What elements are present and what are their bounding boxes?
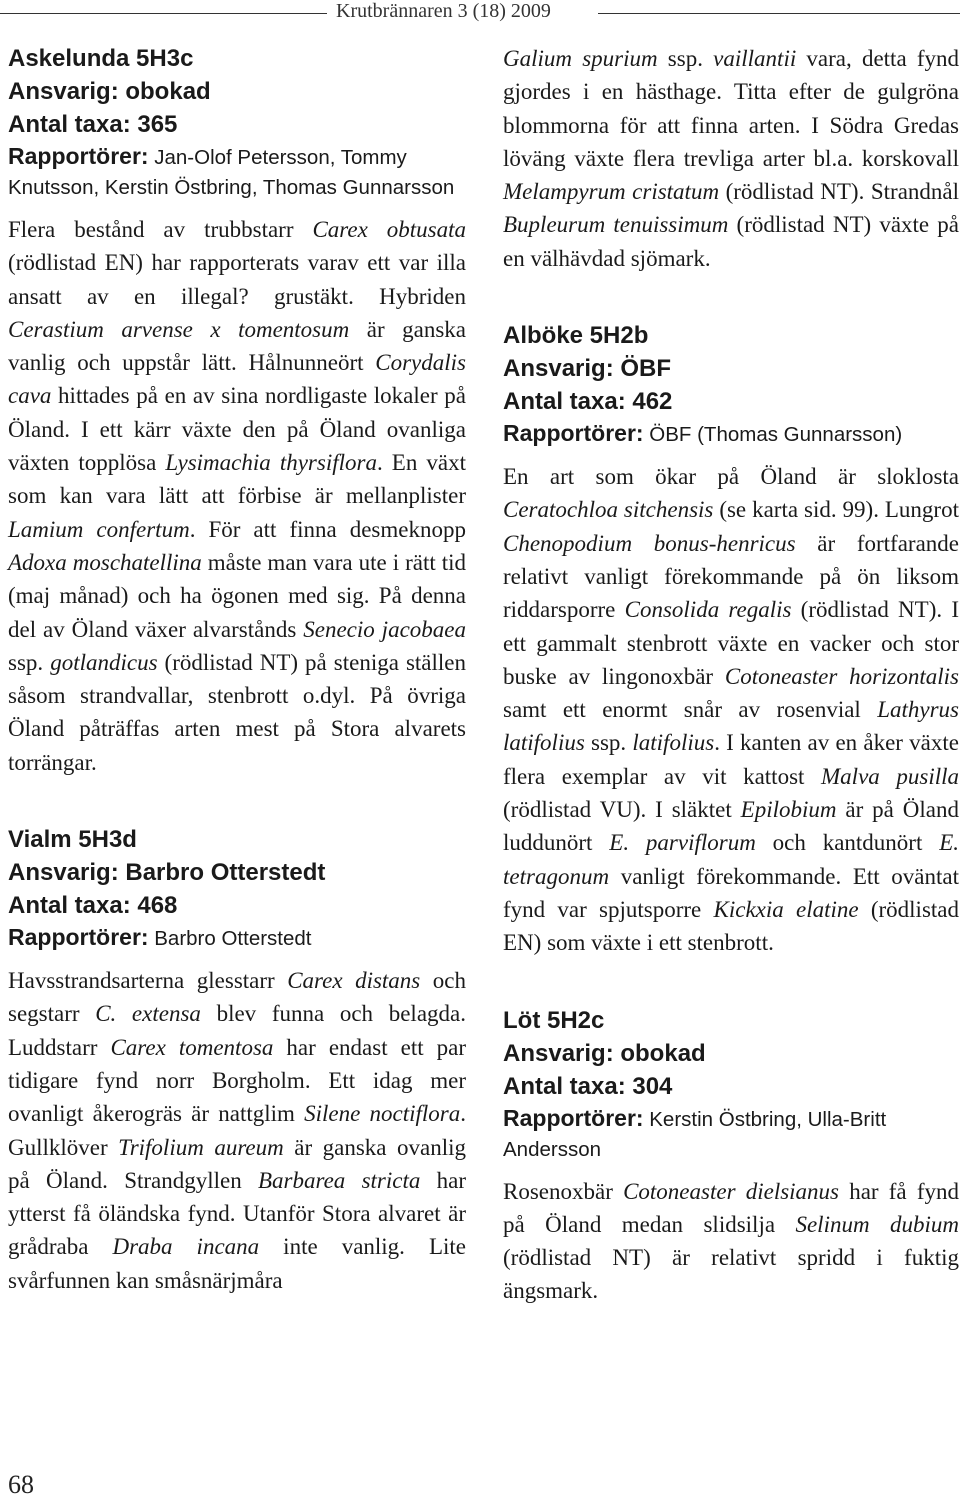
species-name: Ceratochloa sitchensis	[503, 497, 714, 523]
body-text: samt ett enormt snår av rosenvial	[503, 697, 878, 723]
body-text: (rödlistad VU). I släktet	[503, 797, 741, 823]
species-name: Selinum dubium	[795, 1211, 959, 1237]
species-name: Epilobium	[740, 797, 837, 823]
reporters-names: ÖBF (Thomas Gunnarsson)	[643, 423, 903, 447]
section-ansvarig: Ansvarig: obokad	[503, 1039, 706, 1067]
body-text: . För att finna desmeknopp	[189, 516, 466, 542]
body-text: är ganska vanlig och uppstår lätt. Hålnunneört	[8, 316, 466, 376]
reporters-names: Kerstin Östbring, Ulla-Britt Andersson	[503, 1107, 887, 1161]
species-name: Malva pusilla	[821, 763, 959, 789]
species-name: Carex tomentosa	[110, 1034, 274, 1060]
body-text: vara, detta fynd gjordes i en hästhage. Titta efter de gulgröna blommorna för att finna arten. I Södra Gredas löväng växte flera trevliga arter bl.a. korskovall	[503, 46, 960, 171]
species-name: Cotoneaster dielsianus	[623, 1178, 839, 1204]
body-text: hittades på en av sina nordligaste lokaler på Öland. I ett kärr växte den på Öland ovanliga växten topplösa	[8, 383, 466, 476]
section-reporters	[503, 418, 959, 450]
body-text: . I kanten av en åker växte flera exemplar av vit kattost	[503, 730, 959, 789]
body-text: (rödlistad NT) är relativt spridd i fuktig ängsmark.	[503, 1245, 959, 1304]
header-rule-left	[0, 13, 327, 14]
section-title: Alböke 5H2b	[503, 322, 649, 350]
body-text: . Gullklöver	[8, 1101, 466, 1160]
body-text: . En växt som kan vara lätt att förbise är mellanplister	[8, 450, 466, 509]
section-title: Vialm 5H3d	[8, 826, 137, 854]
body-text: (rödlistad NT). Strandnål	[719, 179, 959, 205]
species-name: C. extensa	[95, 1001, 201, 1027]
body-text: (se karta sid. 99). Lungrot	[713, 497, 959, 523]
body-text: Havsstrandsarterna glesstarr	[8, 968, 288, 994]
body-text: (rödlistad EN) har rapporterats varav ett var illa ansatt av en illegal? grustäkt. Hybriden	[8, 250, 466, 309]
section-askelunda	[8, 42, 466, 779]
section-reporters	[8, 141, 466, 203]
body-text: är ganska ovanlig på Öland. Strandgyllen	[8, 1134, 467, 1193]
body-text: Flera bestånd av trubbstarr	[8, 217, 313, 242]
section-antal-taxa: Antal taxa: 304	[503, 1072, 673, 1100]
species-name: Trifolium aureum	[118, 1134, 284, 1160]
species-name: Galium spurium	[503, 46, 658, 71]
species-name: Draba incana	[112, 1234, 260, 1260]
body-text: är fortfarande relativt vanligt förekommande på ön liksom riddarsporre	[503, 530, 959, 623]
reporters-label: Rapportörer:	[8, 924, 149, 951]
species-name: Cotoneaster horizontalis	[724, 663, 959, 689]
species-name: Silene noctiflora	[304, 1101, 461, 1127]
running-header	[0, 0, 960, 30]
species-name: Melampyrum cristatum	[503, 179, 720, 205]
species-name: Lysimachia thyrsiflora	[165, 450, 377, 476]
continued-text	[503, 42, 959, 275]
body-text: inte vanlig. Lite svårfunnen kan småsnärjmåra	[8, 1234, 466, 1293]
section-title: Askelunda 5H3c	[8, 45, 194, 72]
species-name: Senecio jacobaea	[303, 616, 466, 642]
species-name: vaillantii	[713, 46, 797, 71]
body-text: (rödlistad EN) som växte i ett stenbrott.	[503, 896, 959, 956]
species-name: Lamium confertum	[8, 516, 190, 542]
body-text: har ytterst få öländska fynd. Utanför Stora alvaret är grådraba	[8, 1167, 466, 1260]
body-text: har endast ett par tidigare fynd norr Borgholm. Ett idag mer ovanligt åkerogräs är nattglim	[8, 1034, 466, 1127]
species-name: E. parviflorum	[609, 830, 756, 856]
section-antal-taxa: Antal taxa: 462	[503, 388, 673, 416]
reporters-label: Rapportörer:	[503, 420, 644, 447]
header-rule-right	[598, 13, 960, 14]
body-text: har få fynd på Öland medan slidsilja	[503, 1178, 959, 1237]
body-text: En art som ökar på Öland är sloklosta	[503, 464, 959, 490]
species-name: Cerastium arvense x tomentosum	[8, 316, 350, 342]
section-body	[8, 213, 466, 779]
species-name: Corydalis cava	[8, 350, 466, 409]
section-reporters	[8, 922, 466, 954]
species-name: Carex distans	[287, 968, 421, 994]
section-vialm	[8, 823, 466, 1297]
reporters-names: Jan-Olof Petersson, Tommy Knutsson, Kerstin Östbring, Thomas Gunnarsson	[8, 146, 455, 199]
body-text: och kantdunört	[755, 830, 940, 856]
species-name: E. tetragonum	[503, 830, 959, 889]
reporters-label: Rapportörer:	[8, 143, 149, 169]
species-name: gotlandicus	[50, 649, 158, 675]
species-name: Barbarea stricta	[258, 1167, 421, 1193]
section-title: Löt 5H2c	[503, 1006, 605, 1034]
body-text: (rödlistad NT) på steniga ställen såsom strandvallar, stenbrott o.dyl. På övriga Öland påträffas arten mest på Stora alvarets torrängar.	[8, 649, 466, 775]
body-text: blev funna och belagda. Luddstarr	[8, 1001, 466, 1060]
section-reporters	[503, 1103, 959, 1165]
section-ansvarig: Ansvarig: ÖBF	[503, 355, 672, 383]
species-name: Carex obtusata	[312, 217, 466, 242]
species-name: Kickxia elatine	[713, 896, 859, 922]
section-lot	[503, 1004, 959, 1308]
species-name: latifolius	[632, 730, 715, 756]
body-text: ssp.	[8, 649, 51, 675]
page-number: 68	[8, 1470, 34, 1499]
left-column	[8, 42, 466, 1297]
body-text: måste man vara ute i rätt tid (maj månad) och ha ögonen med sig. På denna del av Öland växer alvarstånds	[8, 549, 466, 642]
species-name: Consolida regalis	[624, 597, 792, 623]
section-ansvarig: Ansvarig: obokad	[8, 78, 211, 105]
species-name: Lathyrus latifolius	[503, 697, 959, 756]
body-text: är på Öland luddunört	[503, 797, 959, 856]
section-ansvarig: Ansvarig: Barbro Otterstedt	[8, 859, 326, 887]
section-alboke	[503, 319, 959, 959]
section-body	[8, 964, 466, 1297]
right-column	[503, 42, 959, 1308]
body-text: och segstarr	[8, 968, 466, 1027]
body-text: (rödlistad NT) växte på en välhävdad sjömark.	[503, 212, 959, 271]
section-body	[503, 1175, 959, 1308]
reporters-label: Rapportörer:	[503, 1104, 644, 1131]
reporters-names: Barbro Otterstedt	[148, 927, 312, 951]
body-text: (rödlistad NT). I ett gammalt stenbrott växte en vacker och stor buske av lingonoxbär	[503, 597, 959, 689]
body-text: Rosenoxbär	[503, 1178, 624, 1204]
body-text: vanligt förekommande. Ett oväntat fynd var spjutsporre	[503, 863, 959, 922]
section-body	[503, 460, 959, 959]
species-name: Chenopodium bonus-henricus	[503, 530, 796, 556]
species-name: Adoxa moschatellina	[8, 549, 202, 575]
running-title: Krutbrännaren 3 (18) 2009	[336, 0, 551, 22]
section-antal-taxa: Antal taxa: 365	[8, 111, 178, 138]
body-text: ssp.	[657, 46, 714, 71]
species-name: Bupleurum tenuissimum	[503, 212, 729, 238]
section-antal-taxa: Antal taxa: 468	[8, 892, 178, 920]
body-text: ssp.	[584, 730, 633, 756]
